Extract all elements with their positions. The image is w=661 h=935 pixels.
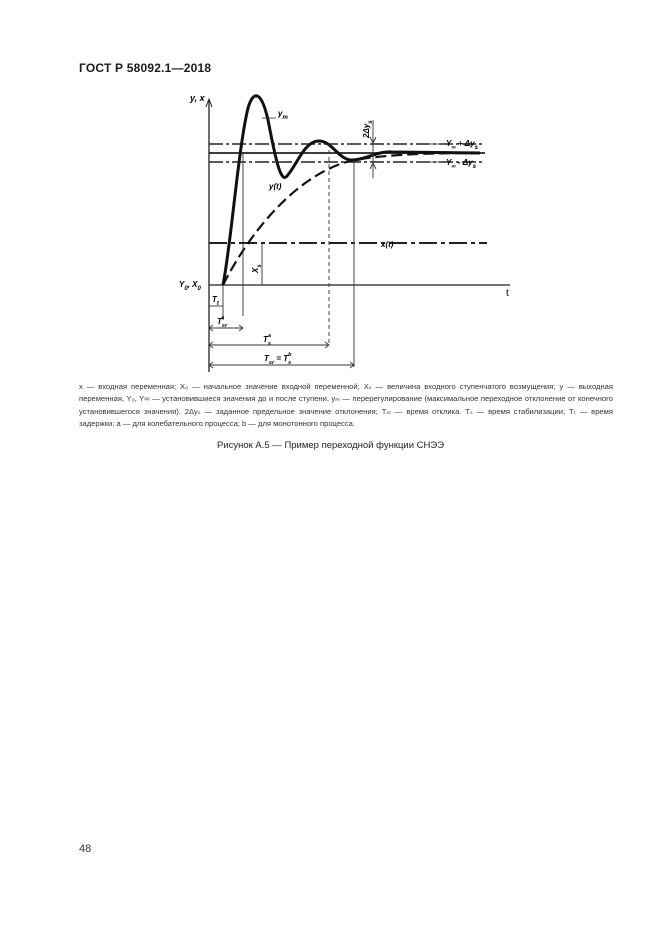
lower-band-label: $Y_\infty - \Delta y_s$	[446, 158, 476, 170]
band-label: $2\Delta y_s$	[362, 120, 374, 138]
ts-a-label: $T_sa$	[263, 333, 272, 347]
figure-legend: x — входная переменная; X₀ — начальное значение входной переменной; Xₛ — величина входного ступенчатого возмущения; y — выходная переменная, Y₀, Y∞ — установившиеся значения до и после ступени, yₘ — перерегулирование (максимальное переходное отклонение от конечного установившегося значения). 2Δyₛ — заданное предельное значение отклонения; Tₛᵣ — время отклика. Tₛ — время стабилизации; Tₜ — время задержки; a — для колебательного процесса; b — для монотонного процесса.	[79, 382, 613, 429]
transient-response-figure	[0, 0, 661, 380]
yt-label: y(t)	[269, 182, 282, 191]
origin-label: $Y_0$, $X_0$	[179, 280, 201, 292]
page-number: 48	[79, 843, 92, 855]
ym-label: $y_m$	[278, 109, 288, 121]
upper-band-label: $Y_\infty + \Delta y_s$	[446, 139, 478, 151]
figure-caption: Рисунок А.5 — Пример переходной функции СНЭЭ	[216, 440, 445, 451]
tsr-b-label: $T_{sr} = T_sb$	[264, 352, 292, 366]
xt-label: x(t)	[381, 240, 394, 249]
t-axis-label: t	[506, 288, 509, 299]
document-header: ГОСТ Р 58092.1—2018	[79, 61, 212, 75]
tsr-a-label: $T_{sr}a$	[217, 315, 228, 329]
tt-label: $T_t$	[212, 295, 219, 307]
xs-label: $X_s$	[251, 264, 263, 273]
y-axis-label: y, x	[190, 93, 205, 103]
